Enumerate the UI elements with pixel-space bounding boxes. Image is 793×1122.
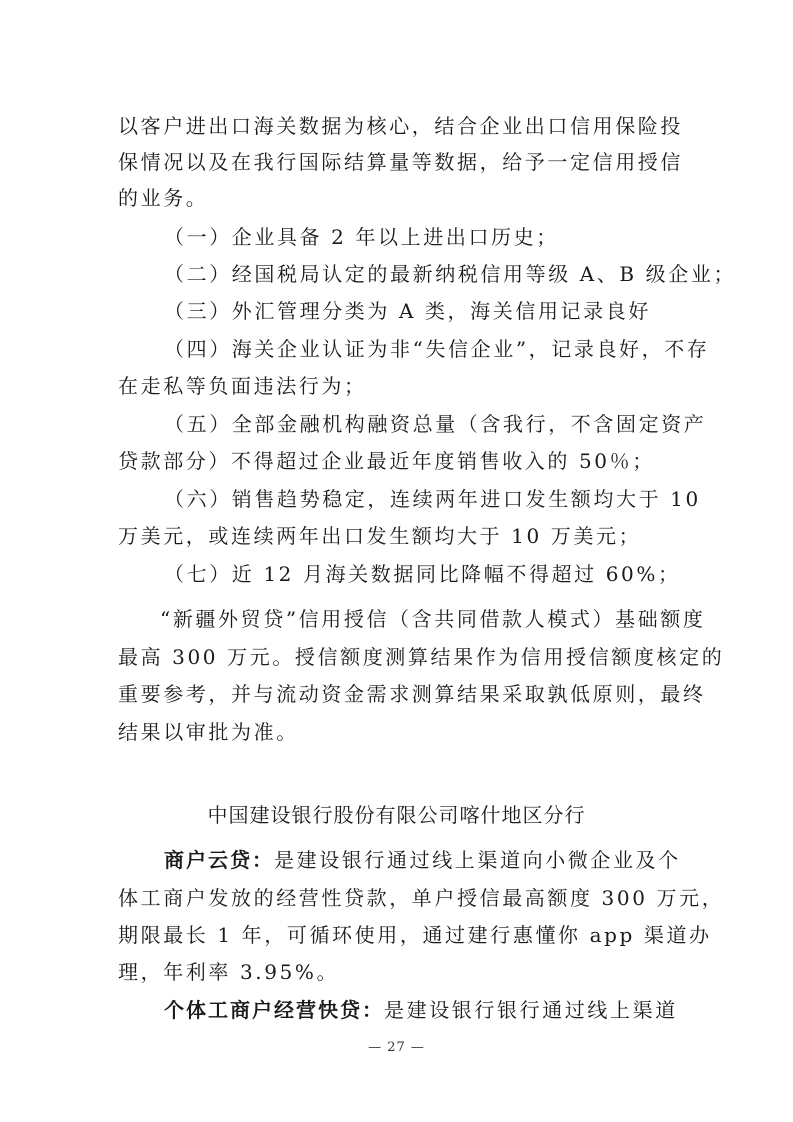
product-label: 商户云贷： bbox=[164, 848, 274, 872]
product-paragraph-first-line bbox=[164, 996, 678, 1024]
paragraph-line: 期限最长 1 年，可循环使用，通过建行惠懂你 app 渠道办 bbox=[118, 923, 712, 947]
product-label: 个体工商户经营快贷： bbox=[164, 998, 384, 1022]
paragraph-line: 体工商户发放的经营性贷款，单户授信最高额度 300 万元， bbox=[118, 886, 725, 910]
page-number: — 27 — bbox=[368, 1040, 425, 1055]
condition-item-cont: 贷款部分）不得超过企业最近年度销售收入的 50％； bbox=[118, 449, 655, 473]
paragraph-line: 的业务。 bbox=[118, 186, 209, 210]
condition-item: （四）海关企业认证为非“失信企业”，记录良好，不存 bbox=[164, 337, 710, 361]
product-paragraph-first-line bbox=[164, 846, 681, 874]
condition-item: （七）近 12 月海关数据同比降幅不得超过 60%； bbox=[164, 562, 681, 586]
condition-item: （一）企业具备 2 年以上进出口历史； bbox=[164, 225, 559, 249]
product-text: 是建设银行通过线上渠道向小微企业及个 bbox=[274, 848, 681, 872]
paragraph-line: 重要参考，并与流动资金需求测算结果采取孰低原则，最终 bbox=[118, 682, 706, 706]
paragraph-line: 保情况以及在我行国际结算量等数据，给予一定信用授信 bbox=[118, 150, 683, 174]
paragraph-line: 以客户进出口海关数据为核心，结合企业出口信用保险投 bbox=[118, 114, 683, 138]
condition-item: （三）外汇管理分类为 A 类，海关信用记录良好 bbox=[164, 299, 651, 323]
paragraph-line: “新疆外贸贷”信用授信（含共同借款人模式）基础额度 bbox=[160, 607, 706, 631]
condition-item: （六）销售趋势稳定，连续两年进口发生额均大于 10 bbox=[164, 487, 701, 511]
paragraph-line: 结果以审批为准。 bbox=[118, 720, 299, 744]
condition-item-cont: 在走私等负面违法行为； bbox=[118, 374, 367, 398]
condition-item: （二）经国税局认定的最新纳税信用等级 A、B 级企业； bbox=[164, 262, 737, 286]
bank-heading: 中国建设银行股份有限公司喀什地区分行 bbox=[207, 803, 586, 827]
product-text: 是建设银行银行通过线上渠道 bbox=[384, 998, 678, 1022]
condition-item: （五）全部金融机构融资总量（含我行，不含固定资产 bbox=[164, 412, 707, 436]
paragraph-line: 最高 300 万元。授信额度测算结果作为信用授信额度核定的 bbox=[118, 645, 725, 669]
paragraph-line: 理，年利率 3.95%。 bbox=[118, 960, 340, 984]
condition-item-cont: 万美元，或连续两年出口发生额均大于 10 万美元； bbox=[118, 524, 642, 548]
